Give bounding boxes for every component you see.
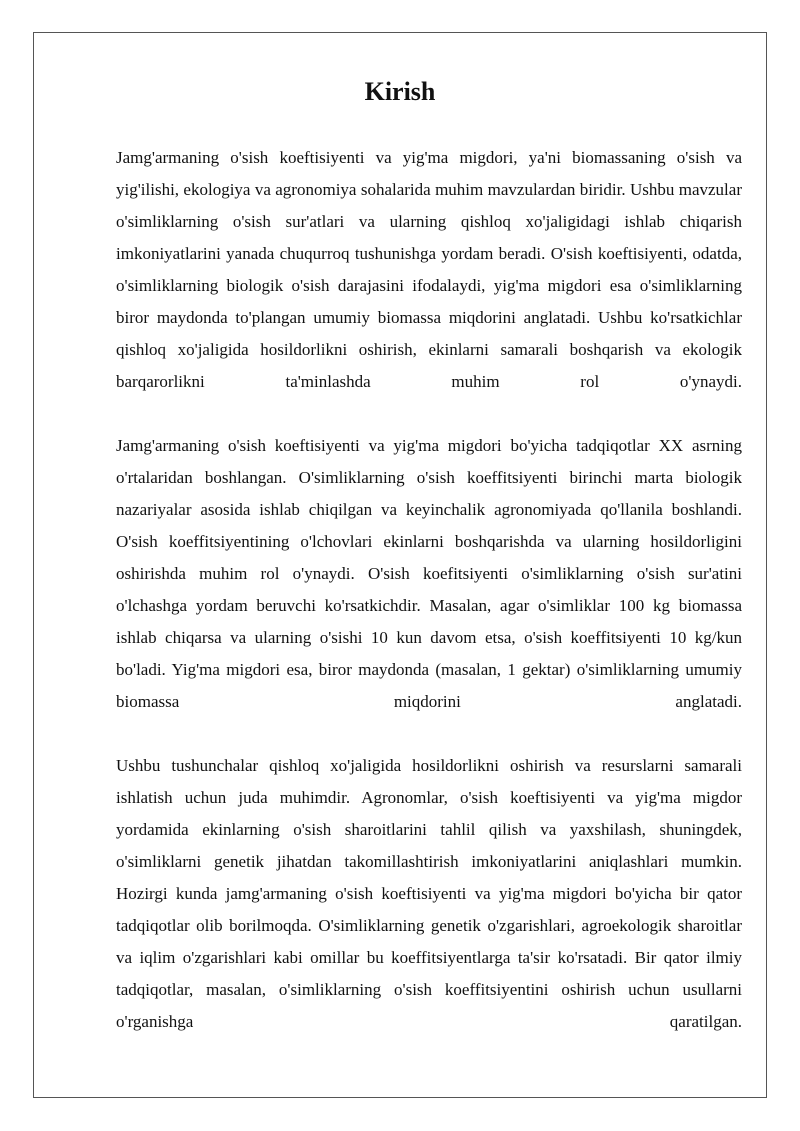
page-title: Kirish: [364, 77, 436, 106]
paragraph-2: Jamg'armaning o'sish koeftisiyenti va yig'ma migdori bo'yicha tadqiqotlar XX asrning o'rtalaridan boshlangan. O'simliklarning o'sish koeffitsiyenti birinchi marta biologik nazariyalar asosida ishlab chiqilgan va keyinchalik agronomiyada qo'llanila boshlandi. O'sish koeffitsiyentining o'lchovlari ekinlarni boshqarishda va ularning hosildorligini oshirishda muhim rol o'ynaydi. O'sish koefitsiyenti o'simliklarning o'sish sur'atini o'lchashga yordam beruvchi ko'rsatkichdir. Masalan, agar o'simliklar 100 kg biomassa ishlab chiqarsa va ularning o'sishi 10 kun davom etsa, o'sish koeffitsiyenti 10 kg/kun bo'ladi. Yig'ma migdori esa, biror maydonda (masalan, 1 gektar) o'simliklarning umumiy biomassa miqdorini anglatadi.: [116, 436, 742, 711]
document-body: [116, 142, 742, 1070]
paragraph-3: Ushbu tushunchalar qishloq xo'jaligida hosildorlikni oshirish va resurslarni samarali ishlatish uchun juda muhimdir. Agronomlar, o'sish koeftisiyenti va yig'ma migdor yordamida ekinlarning o'sish sharoitlarini tahlil qilish va yaxshilash, shuningdek, o'simliklarni genetik jihatdan takomillashtirish imkoniyatlarini aniqlashlari mumkin. Hozirgi kunda jamg'armaning o'sish koeftisiyenti va yig'ma migdori bo'yicha bir qator tadqiqotlar olib borilmoqda. O'simliklarning genetik o'zgarishlari, agroekologik sharoitlar va iqlim o'zgarishlari kabi omillar bu koeffitsiyentlarga ta'sir ko'rsatadi. Bir qator ilmiy tadqiqotlar, masalan, o'simliklarning o'sish koeffitsiyentini oshirish uchun usullarni o'rganishga qaratilgan.: [116, 756, 742, 1031]
paragraph-1: Jamg'armaning o'sish koeftisiyenti va yig'ma migdori, ya'ni biomassaning o'sish va yig'ilishi, ekologiya va agronomiya sohalarida muhim mavzulardan biridir. Ushbu mavzular o'simliklarning o'sish sur'atlari va ularning qishloq xo'jaligidagi ishlab chiqarish imkoniyatlarini yanada chuqurroq tushunishga yordam beradi. O'sish koeftisiyenti, odatda, o'simliklarning biologik o'sish darajasini ifodalaydi, yig'ma migdori esa o'simliklarning biror maydonda to'plangan umumiy biomassa miqdorini anglatadi. Ushbu ko'rsatkichlar qishloq xo'jaligida hosildorlikni oshirish, ekinlarni samarali boshqarish va ekologik barqarorlikni ta'minlashda muhim rol o'ynaydi.: [116, 148, 742, 391]
